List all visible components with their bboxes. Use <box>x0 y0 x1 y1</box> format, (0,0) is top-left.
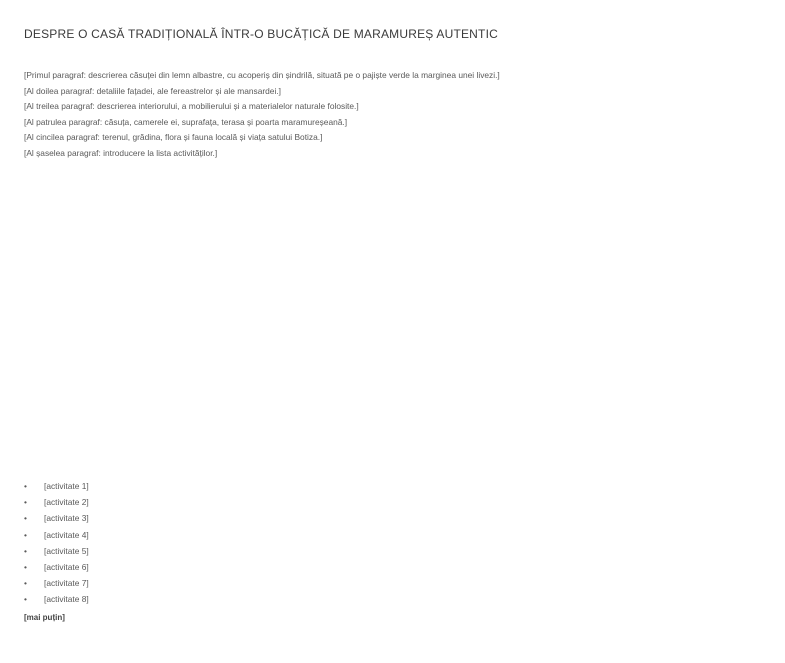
list-item <box>24 510 89 526</box>
article-body <box>24 68 769 161</box>
page-title: DESPRE O CASĂ TRADIȚIONALĂ ÎNTR-O BUCĂȚICĂ DE MARAMUREȘ AUTENTIC <box>24 27 498 41</box>
list-item <box>24 478 89 494</box>
list-item <box>24 527 89 543</box>
list-item <box>24 543 89 559</box>
bullet-icon: • <box>24 594 27 605</box>
list-item <box>24 591 89 607</box>
list-item <box>24 559 89 575</box>
bullet-icon: • <box>24 545 27 556</box>
list-item-text: [activitate 7] <box>44 578 89 589</box>
bullet-icon: • <box>24 481 27 491</box>
paragraph: [Al șaselea paragraf: introducere la lista activităților.] <box>24 147 218 158</box>
list-item-text: [activitate 3] <box>44 513 89 524</box>
activities-list <box>24 478 89 608</box>
bullet-icon: • <box>24 562 27 573</box>
list-item <box>24 494 89 510</box>
show-less-link[interactable]: [mai puțin] <box>24 613 65 622</box>
paragraph: [Al treilea paragraf: descrierea interiorului, a mobilierului și a materialelor naturale folosite.] <box>24 101 359 111</box>
list-item <box>24 575 89 591</box>
bullet-icon: • <box>24 497 27 508</box>
bullet-icon: • <box>24 513 27 524</box>
paragraph: [Al cincilea paragraf: terenul, grădina, flora și fauna locală și viața satului Botiza.] <box>24 132 323 142</box>
paragraph: [Al patrulea paragraf: căsuța, camerele ei, suprafața, terasa și poarta maramureșeană.] <box>24 116 348 127</box>
list-item-text: [activitate 2] <box>44 497 89 508</box>
list-item-text: [activitate 6] <box>44 562 89 573</box>
list-item-text: [activitate 5] <box>44 545 89 556</box>
bullet-icon: • <box>24 529 27 540</box>
bullet-icon: • <box>24 578 27 589</box>
paragraph: [Primul paragraf: descrierea căsuței din lemn albastre, cu acoperiș din șindrilă, situată pe o pajiște verde la marginea unei livezi.] <box>24 70 500 80</box>
list-item-text: [activitate 4] <box>44 529 89 540</box>
paragraph: [Al doilea paragraf: detaliile fațadei, ale fereastrelor și ale mansardei.] <box>24 85 281 96</box>
list-item-text: [activitate 8] <box>44 594 89 605</box>
list-item-text: [activitate 1] <box>44 481 89 491</box>
